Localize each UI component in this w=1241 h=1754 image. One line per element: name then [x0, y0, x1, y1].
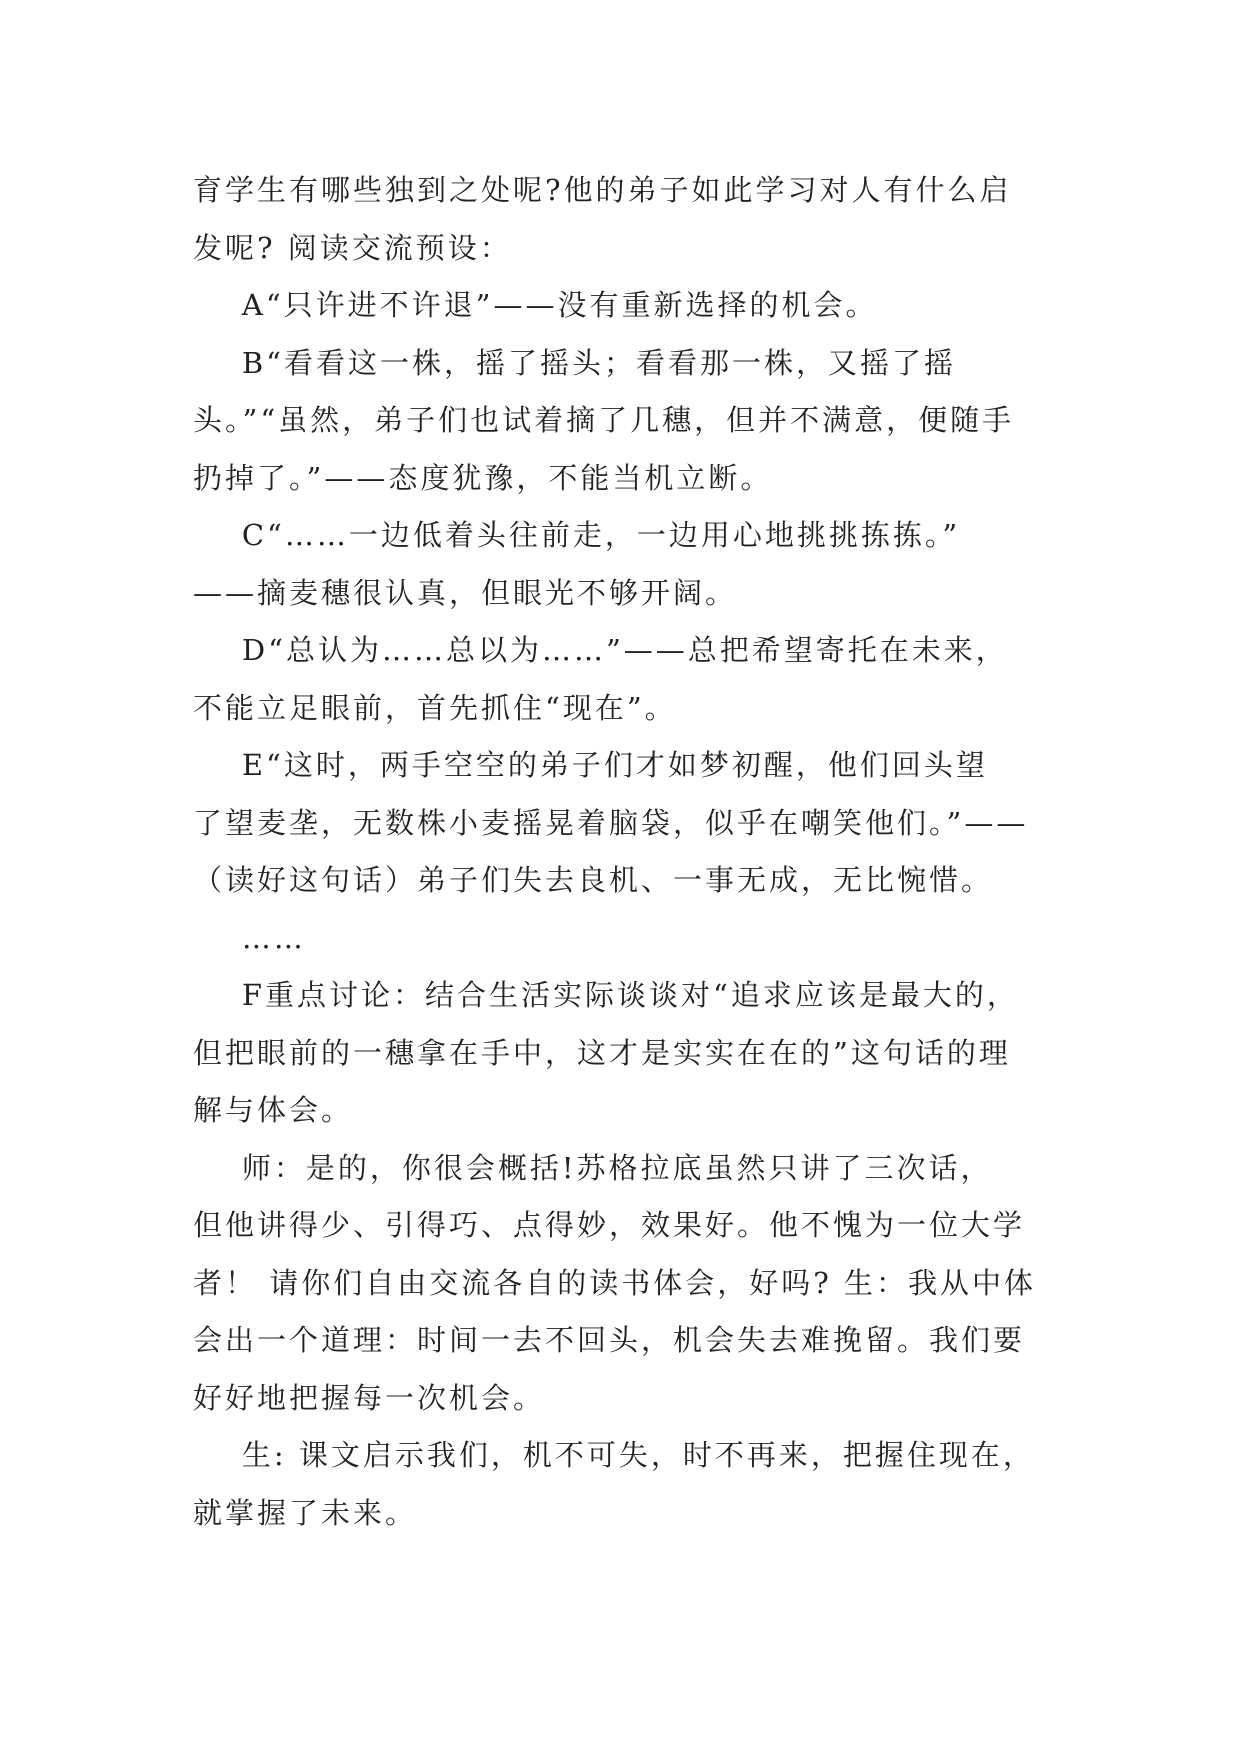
text-line: ——摘麦穗很认真，但眼光不够开阔。: [193, 575, 738, 610]
text-line: 解与体会。: [193, 1093, 354, 1127]
text-line: F重点讨论：结合生活实际谈谈对“追求应该是最大的，: [193, 978, 1019, 1012]
text-line: 扔掉了。”——态度犹豫，不能当机立断。: [193, 460, 773, 495]
text-line: 会出一个道理：时间一去不回头，机会失去难挽留。我们要: [193, 1323, 1026, 1357]
text-line: 头。”“虽然，弟子们也试着摘了几穗，但并不满意，便随手: [193, 403, 1015, 437]
text-line: 发呢? 阅读交流预设：: [193, 230, 512, 265]
text-line: ……: [193, 920, 306, 955]
text-line: 者！ 请你们自由交流各自的读书体会，好吗? 生：我从中体: [193, 1265, 1036, 1300]
text-line: B“看看这一株，摇了摇头；看看那一株，又摇了摇: [193, 345, 957, 380]
text-line: 但他讲得少、引得巧、点得妙，效果好。他不愧为一位大学: [193, 1208, 1026, 1242]
text-line: 好好地把握每一次机会。: [193, 1380, 546, 1415]
document-body: [193, 162, 1055, 1542]
text-line: C“……一边低着头往前走，一边用心地挑挑拣拣。”: [193, 518, 961, 552]
text-line: 不能立足眼前，首先抓住“现在”。: [193, 690, 677, 725]
text-line: 但把眼前的一穗拿在手中，这才是实实在在的”这句话的理: [193, 1035, 1011, 1070]
text-line: （读好这句话）弟子们失去良机、一事无成，无比惋惜。: [193, 863, 994, 897]
text-line: 了望麦垄，无数株小麦摇晃着脑袋，似乎在嘲笑他们。”——: [193, 805, 1029, 840]
text-line: E“这时，两手空空的弟子们才如梦初醒，他们回头望: [193, 748, 988, 782]
text-line: D“总认为……总以为……”——总把希望寄托在未来，: [193, 633, 1008, 667]
text-line: 生: 课文启示我们，机不可失，时不再来，把握住现在，: [193, 1438, 1035, 1472]
text-line: 育学生有哪些独到之处呢?他的弟子如此学习对人有什么启: [193, 173, 1012, 207]
text-line: 师：是的，你很会概括!苏格拉底虽然只讲了三次话，: [193, 1150, 993, 1185]
text-line: A“只许进不许退”——没有重新选择的机会。: [193, 288, 878, 322]
text-line: 就掌握了未来。: [193, 1495, 418, 1530]
